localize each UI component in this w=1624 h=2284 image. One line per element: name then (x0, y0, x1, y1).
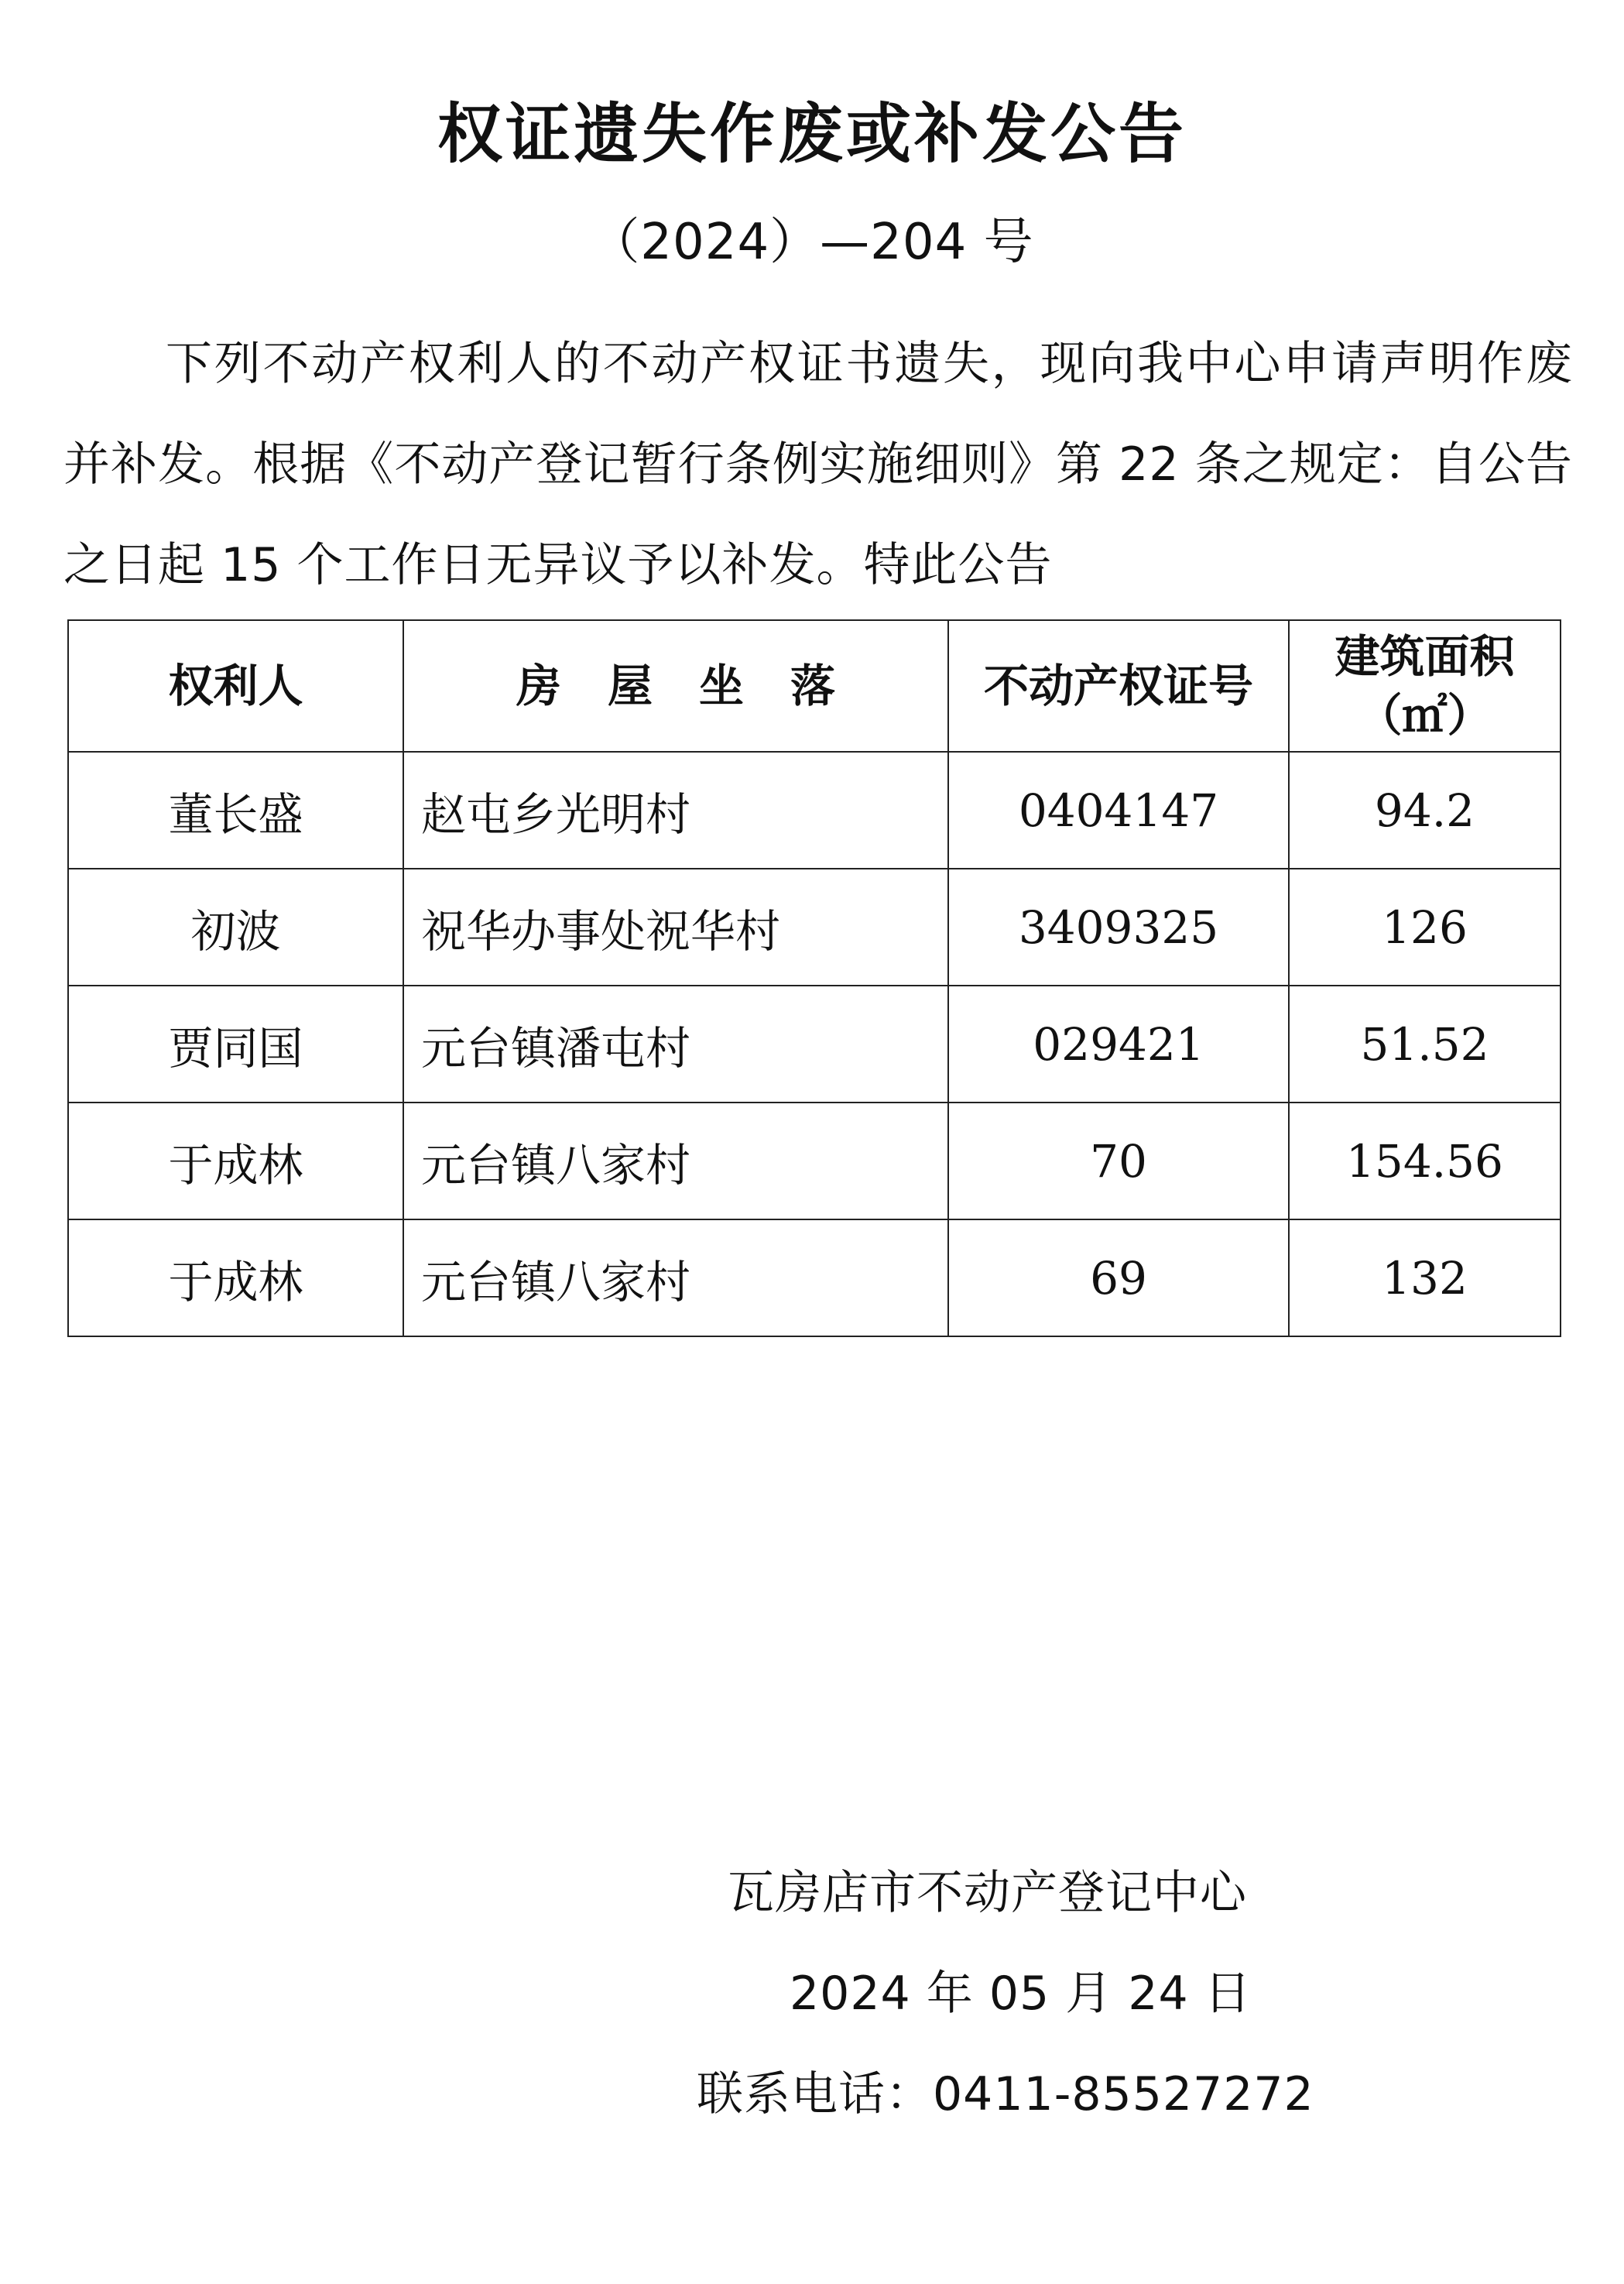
cell-location: 元台镇八家村 (403, 1219, 948, 1336)
cell-location: 赵屯乡光明村 (403, 752, 948, 869)
table-row (68, 1219, 1561, 1336)
cell-holder: 董长盛 (68, 752, 403, 869)
header-holder: 权利人 (68, 620, 403, 752)
table-row (68, 1103, 1561, 1219)
cell-location: 元台镇潘屯村 (403, 986, 948, 1103)
table-row (68, 752, 1561, 869)
signature-organization: 瓦房店市不动产登记中心 (728, 1866, 1247, 1920)
signature-phone: 联系电话：0411-85527272 (697, 2067, 1314, 2121)
page-title: 权证遗失作废或补发公告 (437, 96, 1187, 172)
cell-location: 元台镇八家村 (403, 1103, 948, 1219)
cell-cert-no: 029421 (948, 986, 1289, 1103)
header-area-line1: 建筑面积 (1334, 630, 1515, 683)
notice-body: 下列不动产权利人的不动产权证书遗失，现向我中心申请声明作废并补发。根据《不动产登记暂行条例实施细则》第 22 条之规定：自公告之日起 15 个工作日无异议予以补发。特此公告 (63, 337, 1573, 592)
cell-cert-no: 0404147 (948, 752, 1289, 869)
header-area-line2: （㎡） (1357, 689, 1492, 742)
cell-area: 154.56 (1289, 1103, 1561, 1219)
cell-cert-no: 3409325 (948, 869, 1289, 986)
header-cert-no: 不动产权证号 (948, 620, 1289, 752)
table-row (68, 869, 1561, 986)
cell-cert-no: 69 (948, 1219, 1289, 1336)
table-row (68, 986, 1561, 1103)
cell-holder: 于成林 (68, 1103, 403, 1219)
document-number: （2024）—204 号 (590, 214, 1034, 271)
cell-holder: 贾同国 (68, 986, 403, 1103)
cell-holder: 初波 (68, 869, 403, 986)
signature-date: 2024 年 05 月 24 日 (790, 1967, 1252, 2021)
cell-area: 94.2 (1289, 752, 1561, 869)
header-location: 房屋坐落 (403, 620, 948, 752)
header-area (1289, 620, 1561, 752)
cell-location: 祝华办事处祝华村 (403, 869, 948, 986)
cell-area: 126 (1289, 869, 1561, 986)
cell-area: 51.52 (1289, 986, 1561, 1103)
certificate-table (67, 619, 1561, 1337)
table-header-row (68, 620, 1561, 752)
cell-area: 132 (1289, 1219, 1561, 1336)
cell-cert-no: 70 (948, 1103, 1289, 1219)
cell-holder: 于成林 (68, 1219, 403, 1336)
